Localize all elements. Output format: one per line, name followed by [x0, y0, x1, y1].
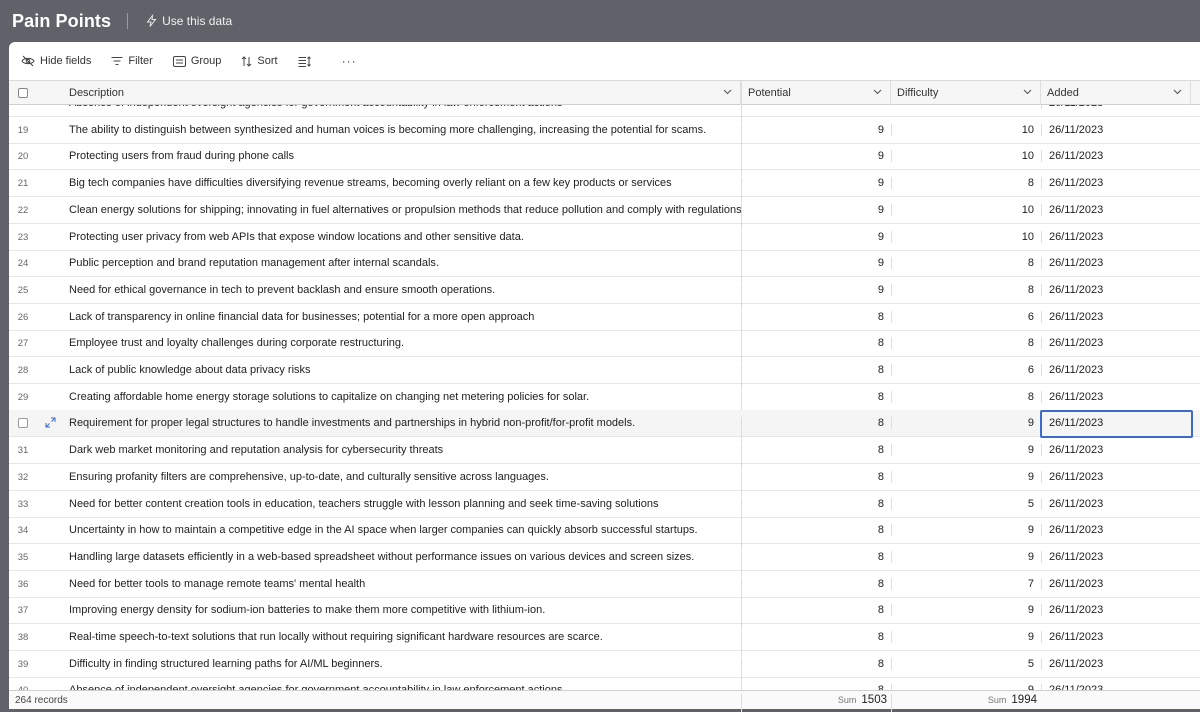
- difficulty-cell[interactable]: 7: [891, 578, 1041, 590]
- potential-cell[interactable]: 8: [741, 551, 891, 577]
- added-cell[interactable]: 26/11/2023: [1041, 524, 1191, 536]
- added-cell[interactable]: 26/11/2023: [1041, 471, 1191, 483]
- description-cell[interactable]: Dark web market monitoring and reputation analysis for cybersecurity threats: [69, 444, 444, 457]
- potential-cell[interactable]: 9: [741, 177, 891, 203]
- added-cell[interactable]: 26/11/2023: [1041, 177, 1191, 189]
- added-cell[interactable]: 26/11/2023: [1041, 124, 1191, 136]
- difficulty-cell[interactable]: 10: [891, 150, 1041, 162]
- selected-cell-outline: [1040, 410, 1193, 438]
- column-header-description[interactable]: [63, 81, 741, 105]
- sum-label: Sum: [837, 695, 857, 705]
- difficulty-cell[interactable]: 6: [891, 311, 1041, 323]
- row-height-button[interactable]: [298, 56, 316, 67]
- added-cell[interactable]: 26/11/2023: [1041, 391, 1191, 403]
- difficulty-cell[interactable]: 8: [891, 337, 1041, 349]
- potential-cell[interactable]: 8: [741, 604, 891, 630]
- bolt-icon: [146, 15, 157, 27]
- added-cell[interactable]: 26/11/2023: [1041, 417, 1191, 429]
- difficulty-cell[interactable]: 9: [891, 417, 1041, 429]
- select-all-checkbox[interactable]: [18, 88, 28, 98]
- row-number: 21: [17, 178, 29, 190]
- table-row[interactable]: [9, 410, 1200, 437]
- column-header-potential-label: Potential: [748, 87, 791, 99]
- description-cell[interactable]: Improving energy density for sodium-ion batteries to make them more competitive with lithium-ion.: [69, 604, 546, 617]
- added-cell[interactable]: 26/11/2023: [1041, 284, 1191, 296]
- difficulty-cell[interactable]: 9: [891, 444, 1041, 456]
- row-number: 31: [17, 445, 29, 457]
- row-number: 39: [17, 658, 29, 670]
- table-row[interactable]: [9, 597, 1200, 624]
- potential-cell[interactable]: 9: [741, 150, 891, 176]
- potential-cell[interactable]: 9: [741, 124, 891, 150]
- grid-header: [9, 80, 1200, 105]
- view-toolbar: [9, 42, 1200, 80]
- difficulty-cell[interactable]: 9: [891, 604, 1041, 616]
- potential-cell[interactable]: 8: [741, 417, 891, 443]
- potential-cell[interactable]: 8: [741, 524, 891, 550]
- data-grid: [9, 80, 1200, 690]
- use-this-data-button[interactable]: [146, 14, 232, 28]
- description-cell[interactable]: Uncertainty in how to maintain a competitive edge in the AI space when larger companies can quickly absorb successful startups.: [69, 524, 698, 537]
- row-number: 36: [17, 578, 29, 590]
- potential-cell[interactable]: 9: [741, 204, 891, 230]
- potential-cell[interactable]: 8: [741, 444, 891, 470]
- row-number: 34: [17, 525, 29, 537]
- potential-sum[interactable]: [741, 694, 891, 712]
- difficulty-cell[interactable]: 6: [891, 364, 1041, 376]
- table-row[interactable]: [9, 143, 1200, 170]
- added-cell[interactable]: 26/11/2023: [1041, 578, 1191, 590]
- table-row[interactable]: [9, 571, 1200, 598]
- sort-button[interactable]: [241, 55, 277, 67]
- difficulty-cell[interactable]: 5: [891, 498, 1041, 510]
- sum-label: Sum: [987, 695, 1007, 705]
- table-row[interactable]: [9, 304, 1200, 331]
- table-row[interactable]: [9, 544, 1200, 571]
- description-cell[interactable]: Need for ethical governance in tech to prevent backlash and ensure smooth operations.: [69, 283, 496, 296]
- filter-button[interactable]: [111, 55, 152, 67]
- row-number: 32: [17, 471, 29, 483]
- row-number: 24: [17, 258, 29, 270]
- added-cell[interactable]: 26/11/2023: [1041, 364, 1191, 376]
- difficulty-cell[interactable]: 8: [891, 391, 1041, 403]
- potential-cell[interactable]: 8: [741, 658, 891, 684]
- potential-cell[interactable]: 8: [741, 337, 891, 363]
- added-cell[interactable]: 26/11/2023: [1041, 257, 1191, 269]
- table-row[interactable]: [9, 197, 1200, 224]
- group-button[interactable]: [173, 55, 222, 67]
- difficulty-cell[interactable]: 10: [891, 124, 1041, 136]
- description-cell[interactable]: The ability to distinguish between synthesized and human voices is becoming more challenging, increasing the potential for scams.: [69, 123, 707, 136]
- page-title: Pain Points: [12, 10, 112, 31]
- potential-cell[interactable]: 9: [741, 284, 891, 310]
- added-cell[interactable]: 26/11/2023: [1041, 604, 1191, 616]
- potential-sum-value: 1503: [861, 694, 887, 706]
- row-number: 29: [17, 391, 29, 403]
- row-height-icon: [298, 56, 311, 67]
- use-this-data-label: Use this data: [162, 14, 233, 28]
- difficulty-sum-value: 1994: [1011, 694, 1037, 706]
- difficulty-cell[interactable]: 8: [891, 257, 1041, 269]
- table-row[interactable]: [9, 170, 1200, 197]
- group-label: Group: [190, 55, 222, 67]
- table-row[interactable]: [9, 491, 1200, 518]
- column-header-added[interactable]: [1041, 81, 1191, 105]
- description-cell[interactable]: Handling large datasets efficiently in a web-based spreadsheet without performance issues on various devices and screen sizes.: [69, 550, 695, 563]
- sort-icon: [241, 56, 252, 67]
- difficulty-cell[interactable]: 10: [891, 204, 1041, 216]
- difficulty-cell[interactable]: 9: [891, 631, 1041, 643]
- grid-rows: [9, 105, 1200, 690]
- filter-label: Filter: [128, 55, 153, 67]
- row-number: 28: [17, 365, 29, 376]
- description-cell[interactable]: Big tech companies have difficulties diversifying revenue streams, becoming overly reliant on a few key products or services: [69, 177, 672, 190]
- chevron-down-icon[interactable]: [723, 89, 732, 95]
- description-cell[interactable]: Protecting user privacy from web APIs that expose window locations and other sensitive data.: [69, 230, 524, 243]
- potential-cell[interactable]: 8: [741, 364, 891, 390]
- column-header-difficulty-label: Difficulty: [897, 87, 939, 99]
- row-number: 35: [17, 551, 29, 563]
- description-cell[interactable]: Public perception and brand reputation management after internal scandals.: [69, 257, 439, 270]
- added-cell[interactable]: 26/11/2023: [1041, 444, 1191, 456]
- row-number: 33: [17, 498, 29, 510]
- grid-panel: [9, 42, 1200, 709]
- description-cell[interactable]: Difficulty in finding structured learning paths for AI/ML beginners.: [69, 657, 383, 670]
- table-row[interactable]: [9, 464, 1200, 491]
- description-cell[interactable]: Requirement for proper legal structures to handle investments and partnerships in hybrid non-profit/for-profit models.: [69, 417, 636, 430]
- description-cell[interactable]: Lack of public knowledge about data privacy risks: [69, 364, 311, 376]
- difficulty-cell[interactable]: 9: [891, 471, 1041, 483]
- added-cell[interactable]: 26/11/2023: [1041, 658, 1191, 670]
- table-row[interactable]: [9, 624, 1200, 651]
- difficulty-cell[interactable]: 9: [891, 551, 1041, 563]
- difficulty-cell[interactable]: 9: [891, 524, 1041, 536]
- description-cell[interactable]: Real-time speech-to-text solutions that run locally without requiring significant hardware resources are scarce.: [69, 631, 603, 643]
- table-row[interactable]: [9, 437, 1200, 464]
- description-cell[interactable]: Need for better content creation tools in education, teachers struggle with lesson planning and seek time-saving solutions: [69, 497, 659, 510]
- row-number: 26: [17, 311, 29, 323]
- description-cell[interactable]: Ensuring profanity filters are comprehensive, up-to-date, and culturally sensitive across languages.: [69, 470, 549, 483]
- row-number: 22: [17, 204, 29, 216]
- row-number: 25: [17, 284, 29, 296]
- more-options-button[interactable]: ···: [341, 54, 357, 68]
- description-cell[interactable]: Clean energy solutions for shipping; innovating in fuel alternatives or propulsion methods that reduce pollution and comply with regulations: [69, 203, 742, 216]
- potential-cell[interactable]: 9: [741, 257, 891, 283]
- difficulty-cell[interactable]: 8: [891, 177, 1041, 189]
- potential-cell[interactable]: 8: [741, 578, 891, 604]
- difficulty-cell[interactable]: 10: [891, 231, 1041, 243]
- added-cell[interactable]: 26/11/2023: [1041, 311, 1191, 323]
- table-row[interactable]: [9, 117, 1200, 144]
- description-cell[interactable]: Employee trust and loyalty challenges during corporate restructuring.: [69, 337, 405, 350]
- row-number: 20: [17, 151, 29, 163]
- added-cell[interactable]: 26/11/2023: [1041, 498, 1191, 510]
- difficulty-sum[interactable]: [891, 694, 1041, 712]
- description-cell[interactable]: Protecting users from fraud during phone calls: [69, 150, 295, 163]
- potential-cell[interactable]: 8: [741, 311, 891, 337]
- added-cell[interactable]: 26/11/2023: [1041, 551, 1191, 563]
- added-cell[interactable]: 26/11/2023: [1041, 337, 1191, 349]
- expand-row-icon[interactable]: [45, 417, 56, 428]
- potential-cell[interactable]: 8: [741, 391, 891, 417]
- chevron-down-icon[interactable]: [1173, 89, 1182, 95]
- description-cell[interactable]: Creating affordable home energy storage solutions to capitalize on changing net metering policies for solar.: [69, 390, 590, 403]
- group-icon: [173, 56, 186, 67]
- summary-bar: [9, 690, 1200, 709]
- row-number: 23: [17, 231, 29, 243]
- added-cell[interactable]: 26/11/2023: [1041, 150, 1191, 162]
- title-divider: [127, 13, 128, 29]
- table-row[interactable]: [9, 250, 1200, 277]
- row-number: 38: [17, 632, 29, 643]
- potential-cell[interactable]: 8: [741, 631, 891, 657]
- table-row[interactable]: [9, 224, 1200, 251]
- column-header-added-label: Added: [1047, 87, 1079, 99]
- column-header-difficulty[interactable]: [891, 81, 1041, 105]
- filter-icon: [111, 56, 123, 66]
- added-cell[interactable]: 26/11/2023: [1041, 631, 1191, 643]
- potential-cell[interactable]: 9: [741, 231, 891, 257]
- row-checkbox[interactable]: [18, 418, 28, 428]
- table-row[interactable]: [9, 277, 1200, 304]
- hide-fields-label: Hide fields: [40, 55, 92, 67]
- eye-slash-icon: [21, 55, 35, 67]
- potential-cell[interactable]: 8: [741, 498, 891, 524]
- chevron-down-icon[interactable]: [873, 89, 882, 95]
- column-header-potential[interactable]: [741, 81, 891, 105]
- record-count: 264 records: [15, 695, 68, 706]
- difficulty-cell[interactable]: 8: [891, 284, 1041, 296]
- chevron-down-icon[interactable]: [1023, 89, 1032, 95]
- table-row[interactable]: [9, 517, 1200, 544]
- description-cell[interactable]: Need for better tools to manage remote teams' mental health: [69, 577, 366, 590]
- added-cell[interactable]: 26/11/2023: [1041, 204, 1191, 216]
- difficulty-cell[interactable]: 5: [891, 658, 1041, 670]
- row-number: 37: [17, 605, 29, 617]
- hide-fields-button[interactable]: [21, 55, 91, 67]
- potential-cell[interactable]: 8: [741, 471, 891, 497]
- table-row[interactable]: [9, 330, 1200, 357]
- column-header-description-label: Description: [69, 87, 125, 99]
- title-bar: [0, 0, 1200, 42]
- table-row[interactable]: [9, 357, 1200, 384]
- sort-label: Sort: [257, 55, 278, 67]
- row-number: 19: [17, 124, 29, 136]
- description-cell[interactable]: Lack of transparency in online financial data for businesses; potential for a more open approach: [69, 310, 535, 323]
- table-row[interactable]: [9, 651, 1200, 678]
- added-cell[interactable]: 26/11/2023: [1041, 231, 1191, 243]
- table-row[interactable]: [9, 384, 1200, 411]
- row-number: 27: [17, 338, 29, 350]
